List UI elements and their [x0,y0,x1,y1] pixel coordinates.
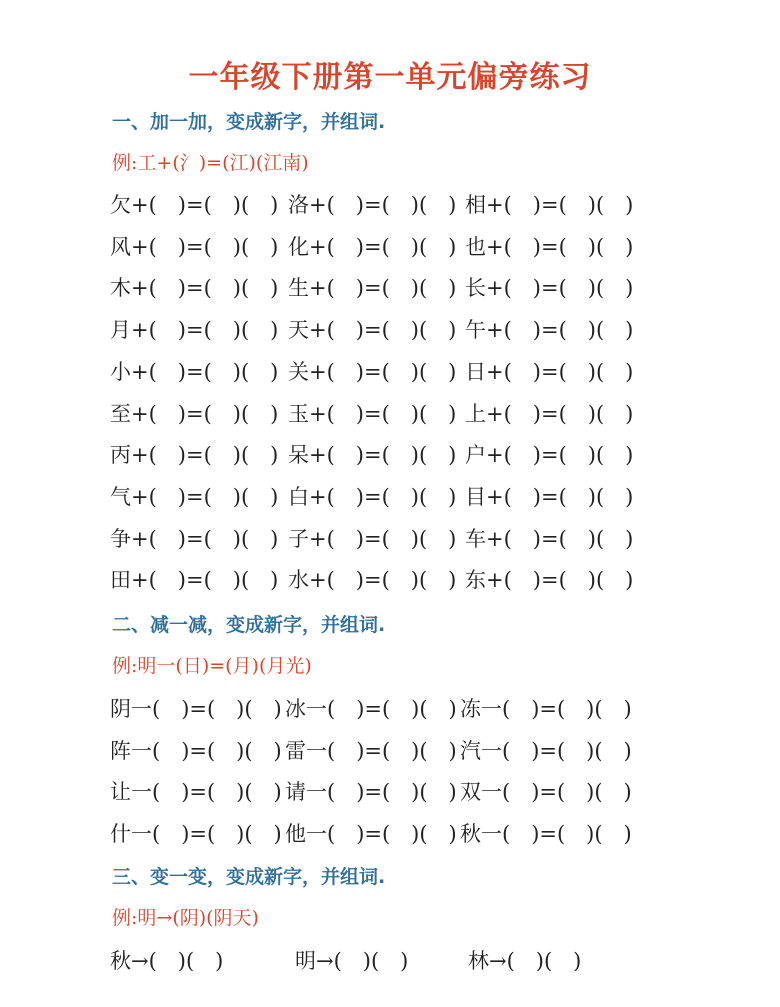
section2-example: 例:明一(日)=(月)(月光) [112,655,312,677]
section2-exercise-item: 请一( )=( )( ) [285,780,457,805]
section1-exercise-item: 日+( )=( )( ) [465,359,634,384]
section1-exercise-item: 至+( )=( )( ) [110,401,279,426]
section2-exercise-item: 冻一( )=( )( ) [460,697,632,721]
section1-exercise-item: 天+( )=( )( ) [288,318,457,343]
section1-exercise-item: 户+( )=( )( ) [465,443,634,468]
section2-exercise-item: 冰一( )=( )( ) [285,697,457,721]
worksheet-title: 一年级下册第一单元偏旁练习 [188,60,592,95]
section2-exercise-item: 秋一( )=( )( ) [460,822,632,847]
section3-exercise-item: 林→( )( ) [468,949,582,973]
section1-exercise-item: 气+( )=( )( ) [110,484,279,509]
section1-heading: 一、加一加，变成新字，并组词. [112,111,386,133]
section1-exercise-item: 月+( )=( )( ) [110,318,279,343]
section2-exercise-item: 阴一( )=( )( ) [110,697,282,721]
section2-exercise-item: 阵一( )=( )( ) [110,738,282,763]
section2-exercise-item: 汽一( )=( )( ) [460,738,632,763]
section1-exercise-item: 车+( )=( )( ) [465,526,634,551]
section1-exercise-item: 木+( )=( )( ) [110,276,279,301]
section2-heading: 二、减一减，变成新字，并组词. [112,614,386,636]
section3-exercise-item: 明→( )( ) [295,949,409,973]
section1-example: 例:工+(氵)=(江)(江南) [112,152,309,174]
section3-exercise-item: 秋→( )( ) [110,949,224,973]
section3-example: 例:明→(阴)(阴天) [112,907,259,929]
section1-exercise-item: 丙+( )=( )( ) [110,443,279,468]
section1-exercise-item: 呆+( )=( )( ) [288,443,457,468]
section1-exercise-item: 目+( )=( )( ) [465,484,634,509]
section2-exercise-item: 雷一( )=( )( ) [285,738,457,763]
section1-exercise-item: 洛+( )=( )( ) [288,193,457,217]
section1-exercise-item: 田+( )=( )( ) [110,568,279,593]
section1-exercise-item: 子+( )=( )( ) [288,526,457,551]
section1-exercise-item: 小+( )=( )( ) [110,359,279,384]
section1-exercise-item: 关+( )=( )( ) [288,359,457,384]
section1-exercise-item: 相+( )=( )( ) [465,193,634,217]
section1-exercise-item: 长+( )=( )( ) [465,276,634,301]
section2-exercise-item: 什一( )=( )( ) [110,822,282,847]
section2-exercise-item: 他一( )=( )( ) [285,822,457,847]
section1-exercise-item: 白+( )=( )( ) [288,484,457,509]
section1-exercise-item: 风+( )=( )( ) [110,234,279,259]
section2-exercise-item: 让一( )=( )( ) [110,780,282,805]
section1-exercise-item: 化+( )=( )( ) [288,234,457,259]
section3-heading: 三、变一变，变成新字，并组词. [112,866,386,888]
section2-exercise-item: 双一( )=( )( ) [460,780,632,805]
section1-exercise-item: 午+( )=( )( ) [465,318,634,343]
section1-exercise-item: 争+( )=( )( ) [110,526,279,551]
section1-exercise-item: 东+( )=( )( ) [465,568,634,593]
section1-exercise-item: 上+( )=( )( ) [465,401,634,426]
section1-exercise-item: 欠+( )=( )( ) [110,193,279,217]
section1-exercise-item: 玉+( )=( )( ) [288,401,457,426]
section1-exercise-item: 水+( )=( )( ) [288,568,457,593]
section1-exercise-item: 生+( )=( )( ) [288,276,457,301]
section1-exercise-item: 也+( )=( )( ) [465,234,634,259]
